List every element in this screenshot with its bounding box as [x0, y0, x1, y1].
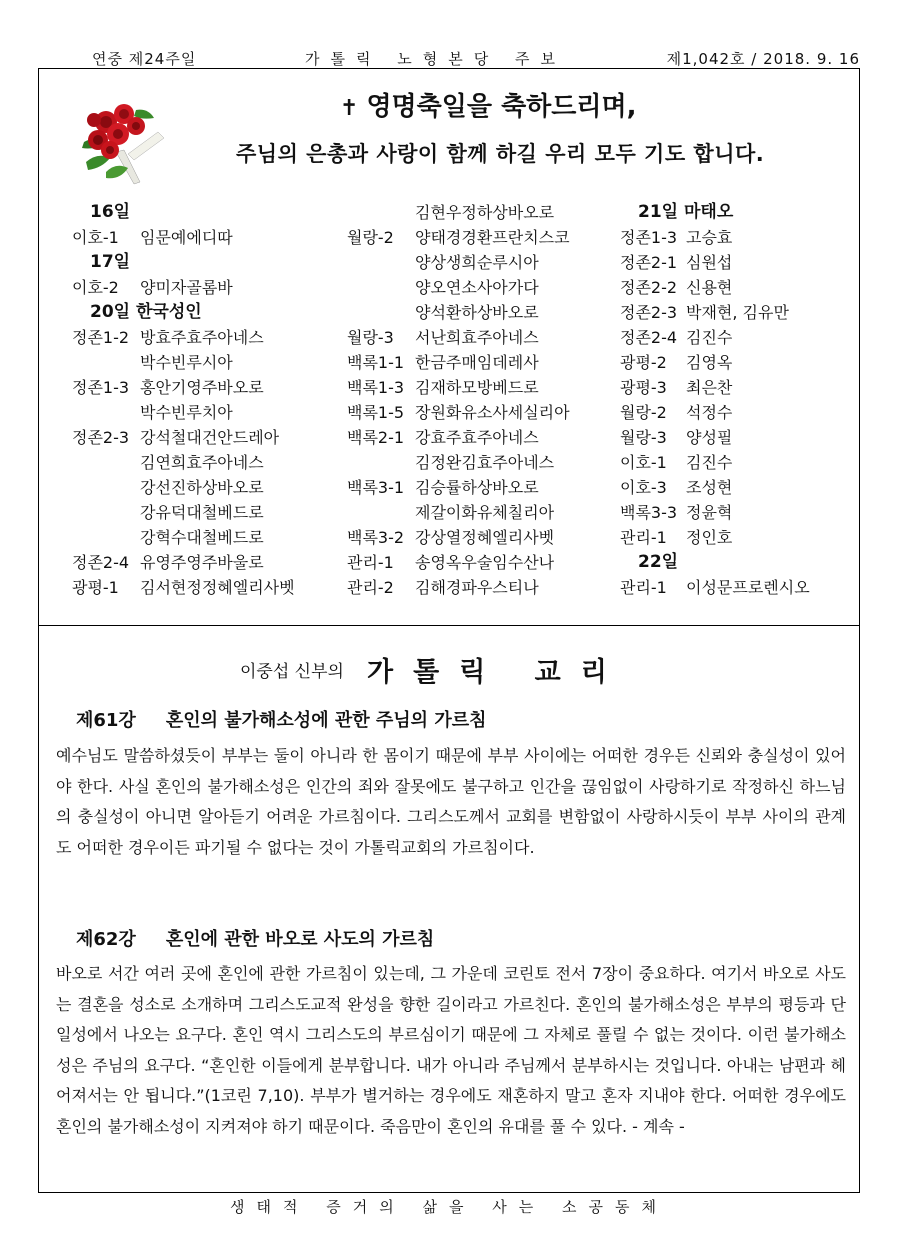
feast-entry	[620, 450, 850, 475]
feast-names: 김해경파우스티나	[415, 578, 539, 597]
feast-entry	[347, 400, 617, 425]
parish-district: 정존2-3	[620, 303, 678, 322]
feast-entry-continued: 김현우정하상바오로	[415, 203, 555, 222]
feast-names: 김진수	[686, 453, 733, 472]
feast-names: 김재하모방베드로	[415, 378, 539, 397]
feast-names: 이성문프로렌시오	[686, 578, 810, 597]
parish-district: 광평-1	[72, 578, 119, 597]
section-divider	[38, 625, 860, 626]
doctrine-title: 가톨릭 교리	[367, 657, 627, 688]
feast-entry-continued: 김정완김효주아네스	[415, 453, 555, 472]
feast-entry	[620, 575, 850, 600]
parish-district: 백록2-1	[347, 428, 405, 447]
feast-entry	[347, 325, 617, 350]
lesson-body: 바오로 서간 여러 곳에 혼인에 관한 가르침이 있는데, 그 가운데 코린토 전서 7장이 중요하다. 여기서 바오로 사도는 결혼을 성소로 소개하며 그리스도교적 완성을 향한 길이라고 가르친다. 혼인의 불가해소성은 부부의 평등과 단일성에서 나오는 요구다. 혼인 역시 그리스도의 부르심이기 때문에 그 자체로 풀릴 수 없는 것이다. 이런 불가해소성은 주님의 요구다. “혼인한 이들에게 분부합니다. 내가 아니라 주님께서 분부하시는 것입니다. 아내는 남편과 헤어져서는 안 됩니다.”(1코린 7,10). 부부가 별거하는 경우에도 재혼하지 말고 혼자 지내야 한다. 어떠한 경우에도 혼인의 불가해소성이 지켜져야 하기 때문이다. 죽음만이 혼인의 유대를 풀 수 있다. - 계속 -	[56, 964, 846, 1136]
feast-day-heading: 21일 마태오	[638, 202, 734, 222]
feast-names: 김진수	[686, 328, 733, 347]
parish-district: 정존1-3	[620, 228, 678, 247]
doctrine-author: 이중섭 신부의	[240, 662, 344, 682]
lesson-title	[76, 706, 487, 732]
lesson-title	[76, 925, 434, 951]
rose-bouquet-icon	[76, 92, 172, 188]
feast-entry	[620, 275, 850, 300]
lesson-heading: 혼인의 불가해소성에 관한 주님의 가르침	[165, 710, 487, 731]
feast-entry	[620, 250, 850, 275]
parish-district: 정존1-2	[72, 328, 130, 347]
feast-entry	[620, 300, 850, 325]
feast-names: 최은찬	[686, 378, 733, 397]
parish-district: 광평-3	[620, 378, 667, 397]
feast-entry	[620, 375, 850, 400]
parish-district: 관리-1	[620, 578, 667, 597]
parish-district: 월랑-3	[620, 428, 667, 447]
parish-district: 정존2-4	[620, 328, 678, 347]
parish-district: 관리-2	[347, 578, 394, 597]
feast-entry	[620, 225, 850, 250]
feast-entry	[72, 325, 342, 350]
feast-entry-continued: 강선진하상바오로	[140, 478, 264, 497]
footer-motto: 생태적 증거의 삶을 사는 소공동체	[230, 1198, 668, 1216]
feast-entry	[72, 375, 342, 400]
lesson-heading: 혼인에 관한 바오로 사도의 가르침	[165, 929, 435, 950]
feast-names: 양미자골롬바	[140, 278, 233, 297]
feast-entry	[620, 425, 850, 450]
feast-entry	[620, 500, 850, 525]
liturgical-week: 연중 제24주일	[92, 50, 197, 68]
feast-entry	[72, 575, 342, 600]
greeting-title: ✝ 영명축일을 축하드리며,	[340, 92, 637, 122]
feast-entry	[72, 550, 342, 575]
feast-entry-continued: 박수빈루시아	[140, 353, 233, 372]
feast-entry-continued: 제갈이화유체칠리아	[415, 503, 555, 522]
feast-entry	[347, 475, 617, 500]
parish-district: 백록3-1	[347, 478, 405, 497]
feast-names: 정인호	[686, 528, 733, 547]
parish-district: 관리-1	[347, 553, 394, 572]
parish-district: 백록1-3	[347, 378, 405, 397]
parish-district: 월랑-2	[620, 403, 667, 422]
parish-district: 광평-2	[620, 353, 667, 372]
parish-district: 정존2-1	[620, 253, 678, 272]
feast-entry-continued: 박수빈루치아	[140, 403, 233, 422]
parish-district: 정존2-3	[72, 428, 130, 447]
feast-entry	[72, 425, 342, 450]
feast-names: 양성필	[686, 428, 733, 447]
feast-entry-continued: 양석환하상바오로	[415, 303, 539, 322]
bulletin-title: 가톨릭 노형본당 주보	[305, 50, 566, 68]
feast-day-heading: 17일	[90, 252, 131, 272]
feast-names: 홍안기영주바오로	[140, 378, 264, 397]
lesson-number: 제61강	[76, 710, 136, 731]
parish-district: 이호-1	[72, 228, 119, 247]
feast-column-3	[620, 200, 850, 600]
feast-entry-continued: 강혁수대철베드로	[140, 528, 264, 547]
parish-district: 이호-3	[620, 478, 667, 497]
parish-district: 월랑-2	[347, 228, 394, 247]
feast-names: 임문예에디따	[140, 228, 233, 247]
feast-names: 박재현, 김유만	[686, 303, 789, 322]
feast-entry	[72, 275, 342, 300]
parish-district: 정존2-2	[620, 278, 678, 297]
feast-names: 유영주영주바울로	[140, 553, 264, 572]
feast-names: 방효주효주아네스	[140, 328, 264, 347]
feast-names: 양태경경환프란치스코	[415, 228, 570, 247]
feast-names: 강효주효주아네스	[415, 428, 539, 447]
issue-number-date: 제1,042호 / 2018. 9. 16	[666, 50, 860, 68]
feast-day-heading: 20일 한국성인	[90, 302, 202, 322]
feast-entry-continued: 강유덕대철베드로	[140, 503, 264, 522]
feast-entry-continued: 김연희효주아네스	[140, 453, 264, 472]
feast-entry	[347, 225, 617, 250]
parish-district: 이호-2	[72, 278, 119, 297]
parish-district: 관리-1	[620, 528, 667, 547]
bulletin-header	[40, 44, 860, 70]
feast-entry	[72, 225, 342, 250]
feast-entry	[620, 350, 850, 375]
feast-names: 김승률하상바오로	[415, 478, 539, 497]
feast-column-2	[347, 200, 617, 600]
parish-district: 월랑-3	[347, 328, 394, 347]
parish-district: 백록3-2	[347, 528, 405, 547]
feast-names: 석정수	[686, 403, 733, 422]
feast-entry	[620, 325, 850, 350]
feast-names: 장원화유소사세실리아	[415, 403, 570, 422]
feast-entry	[620, 525, 850, 550]
parish-district: 정존2-4	[72, 553, 130, 572]
feast-entry-continued: 양상생희순루시아	[415, 253, 539, 272]
feast-entry	[347, 575, 617, 600]
feast-names: 서난희효주아네스	[415, 328, 539, 347]
feast-entry	[347, 425, 617, 450]
parish-district: 백록1-5	[347, 403, 405, 422]
feast-day-heading: 16일	[90, 202, 131, 222]
lesson-number: 제62강	[76, 929, 136, 950]
feast-entry	[620, 475, 850, 500]
feast-names: 강상열정혜엘리사벳	[415, 528, 555, 547]
feast-names: 조성현	[686, 478, 733, 497]
parish-district: 이호-1	[620, 453, 667, 472]
parish-district: 정존1-3	[72, 378, 130, 397]
feast-names: 한금주매임데레사	[415, 353, 539, 372]
feast-names: 김서현정정혜엘리사벳	[140, 578, 295, 597]
feast-entry-continued: 양오연소사아가다	[415, 278, 539, 297]
parish-district: 백록1-1	[347, 353, 405, 372]
feast-names: 심원섭	[686, 253, 733, 272]
feast-names: 강석철대건안드레아	[140, 428, 280, 447]
feast-names: 김영옥	[686, 353, 733, 372]
feast-entry	[347, 550, 617, 575]
feast-entry	[347, 350, 617, 375]
parish-district: 백록3-3	[620, 503, 678, 522]
feast-day-heading: 22일	[638, 552, 679, 572]
greeting-subtitle: 주님의 은총과 사랑이 함께 하길 우리 모두 기도 합니다.	[236, 142, 765, 166]
feast-entry	[620, 400, 850, 425]
feast-names: 신용현	[686, 278, 733, 297]
feast-names: 고승효	[686, 228, 733, 247]
feast-column-1	[72, 200, 342, 600]
lesson-body: 예수님도 말씀하셨듯이 부부는 둘이 아니라 한 몸이기 때문에 부부 사이에는 어떠한 경우든 신뢰와 충실성이 있어야 한다. 사실 혼인의 불가해소성은 인간의 죄와 잘못에도 불구하고 인간을 끊임없이 사랑하기로 작정하신 하느님의 충실성이 아니면 알아듣기 어려운 가르침이다. 그리스도께서 교회를 변함없이 사랑하시듯이 부부 사이의 관계도 어떠한 경우이든 파기될 수 없다는 것이 가톨릭교회의 가르침이다.	[56, 746, 846, 857]
feast-names: 정윤혁	[686, 503, 733, 522]
feast-entry	[347, 375, 617, 400]
feast-names: 송영옥우술임수산나	[415, 553, 555, 572]
feast-entry	[347, 525, 617, 550]
doctrine-heading	[240, 650, 627, 689]
cross-icon: ✝	[340, 96, 359, 121]
